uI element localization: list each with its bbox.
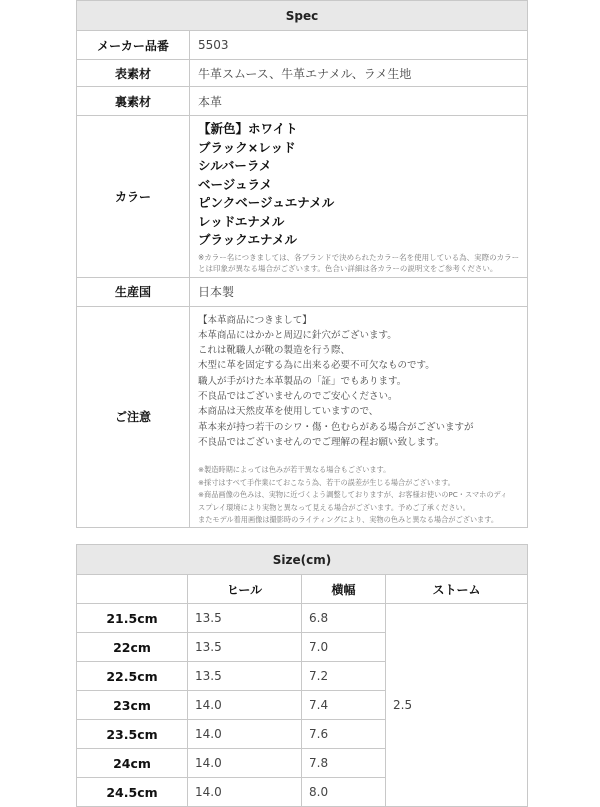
size-row (77, 604, 528, 633)
width-value: 6.8 (302, 604, 386, 633)
size-label: 24cm (77, 749, 188, 778)
notice-label: ご注意 (77, 306, 190, 527)
heel-value: 14.0 (188, 749, 302, 778)
storm-value: 2.5 (386, 604, 528, 807)
width-value: 7.4 (302, 691, 386, 720)
color-item: ピンクベージュエナメル (198, 195, 335, 210)
color-item: シルバーラメ (198, 158, 272, 173)
color-list (190, 116, 528, 278)
size-label: 23cm (77, 691, 188, 720)
notice-line: 木型に革を固定する為に出来る必要不可欠なものです。 (198, 360, 435, 372)
size-label: 23.5cm (77, 720, 188, 749)
notice-line: 職人が手がけた本革製品の「証」でもあります。 (198, 375, 407, 387)
lining-material-label: 裏素材 (77, 87, 190, 116)
size-col-header-heel: ヒール (188, 575, 302, 604)
spec-row-notice (77, 306, 528, 527)
width-value: 7.8 (302, 749, 386, 778)
heel-value: 14.0 (188, 778, 302, 807)
heel-value: 13.5 (188, 633, 302, 662)
size-title: Size(cm) (77, 545, 528, 575)
fine-print-line: またモデル着用画像は撮影時のライティングにより、実物の色みと異なる場合がございます。 (198, 515, 499, 525)
fine-print-line: ※採寸はすべて手作業にておこなう為、若干の誤差が生じる場合がございます。 (198, 477, 455, 487)
spec-table (76, 0, 528, 528)
fine-print-line: ※商品画像の色みは、実物に近づくよう調整しておりますが、お客様お使いのPC・スマホのディ (198, 490, 508, 500)
color-item: 【新色】ホワイト (198, 121, 298, 136)
color-item: ベージュラメ (198, 176, 273, 192)
notice-line: 本革商品にはかかと周辺に針穴がございます。 (198, 329, 397, 341)
color-note (198, 252, 527, 274)
notice-line: 不良品ではございませんのでご理解の程お願い致します。 (198, 436, 445, 448)
origin-value: 日本製 (190, 277, 528, 306)
notice-text (190, 306, 528, 527)
size-label: 21.5cm (77, 604, 188, 633)
color-item: ブラック×レッド (198, 139, 296, 155)
notice-line: 【本革商品につきまして】 (198, 314, 312, 326)
color-note-line: ※カラー名につきましては、各ブランドで決められたカラー名を使用している為、実際のカラー (198, 252, 520, 262)
heel-value: 13.5 (188, 662, 302, 691)
origin-label: 生産国 (77, 277, 190, 306)
size-col-header-blank (77, 575, 188, 604)
size-label: 22.5cm (77, 662, 188, 691)
notice-line: これは靴職人が靴の製造を行う際、 (198, 345, 351, 357)
width-value: 7.2 (302, 662, 386, 691)
size-label: 24.5cm (77, 778, 188, 807)
notice-line: 革本来が持つ若干のシワ・傷・色むらがある場合がございますが (198, 421, 474, 433)
maker-code-value: 5503 (190, 31, 528, 60)
spec-row-maker-code (77, 31, 528, 60)
width-value: 8.0 (302, 778, 386, 807)
lining-material-value: 本革 (190, 87, 528, 116)
notice-line: 本商品は天然皮革を使用していますので、 (198, 406, 379, 418)
fine-print-line: ※製造時期によっては色みが若干異なる場合もございます。 (198, 465, 391, 475)
spec-row-origin (77, 277, 528, 306)
size-table (76, 544, 528, 807)
size-col-header-width: 横幅 (302, 575, 386, 604)
color-item: ブラックエナメル (198, 232, 298, 247)
upper-material-value: 牛革スムース、牛革エナメル、ラメ生地 (190, 60, 528, 87)
color-note-line: とは印象が異なる場合がございます。色合い詳細は各カラーの説明文をご参考ください。 (198, 263, 498, 273)
heel-value: 13.5 (188, 604, 302, 633)
notice-spacer (198, 450, 527, 464)
heel-value: 14.0 (188, 720, 302, 749)
color-item: レッドエナメル (198, 213, 285, 229)
maker-code-label: メーカー品番 (77, 31, 190, 60)
heel-value: 14.0 (188, 691, 302, 720)
notice-line: 不良品ではございませんのでご安心ください。 (198, 390, 398, 402)
upper-material-label: 表素材 (77, 60, 190, 87)
color-label: カラー (77, 116, 190, 278)
size-col-header-storm: ストーム (386, 575, 528, 604)
size-label: 22cm (77, 633, 188, 662)
spec-row-lining (77, 87, 528, 116)
width-value: 7.0 (302, 633, 386, 662)
fine-print-line: スプレイ環境により実物と異なって見える場合がございます。予めご了承ください。 (198, 502, 470, 512)
width-value: 7.6 (302, 720, 386, 749)
size-column-headers (77, 575, 528, 604)
spec-title: Spec (77, 1, 528, 31)
spec-row-upper (77, 60, 528, 87)
spec-row-color (77, 116, 528, 278)
